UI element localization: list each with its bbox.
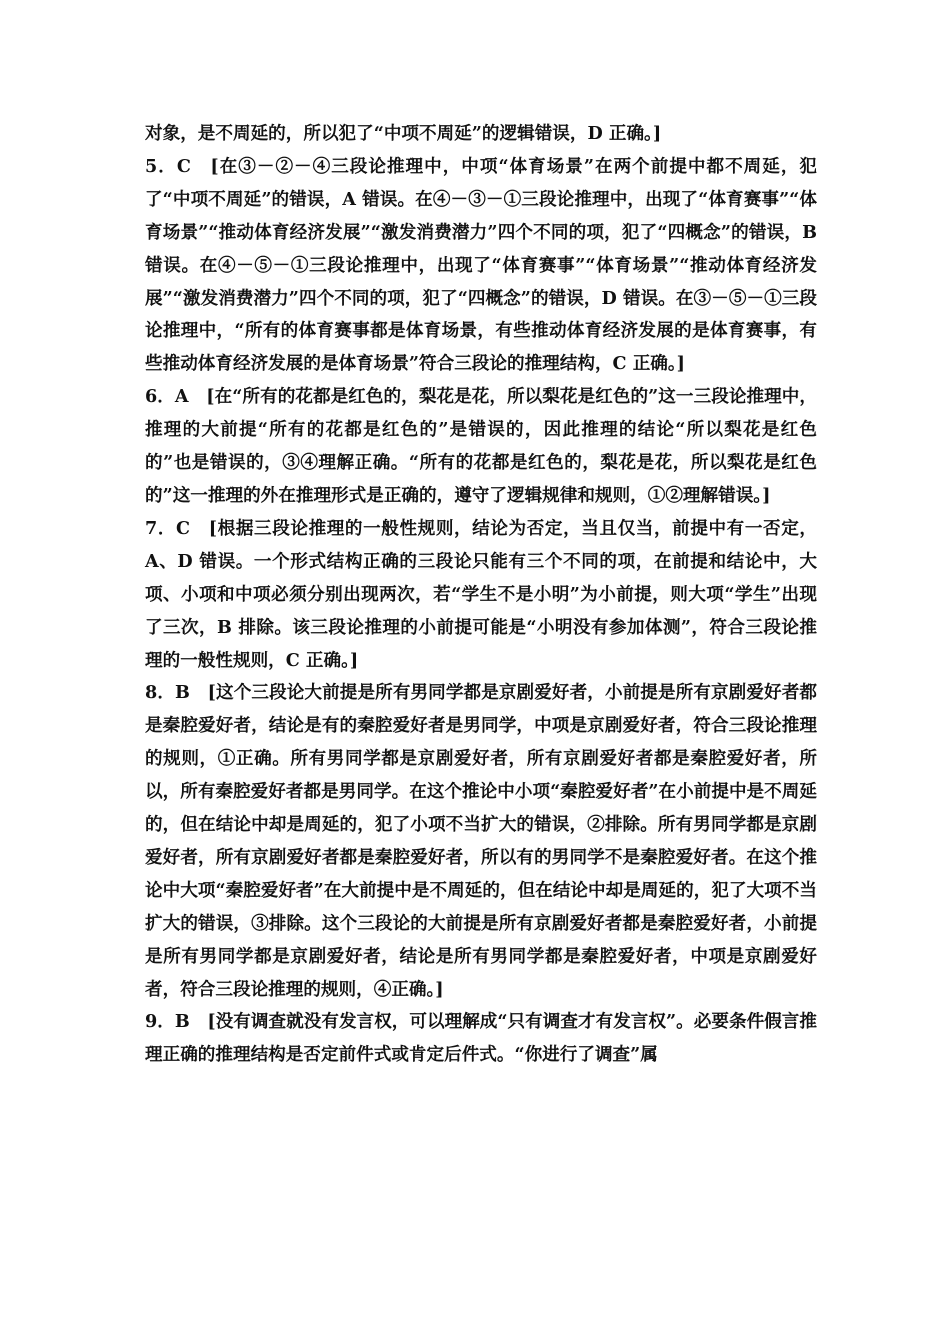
answer-5-paragraph: 5．C [在③－②－④三段论推理中，中项“体育场景”在两个前提中都不周延，犯了“中项不周延”的错误，A 错误。在④－③－①三段论推理中，出现了“体育赛事”“体育场景”“推动体育经济发展”“激发消费潜力”四个不同的项，犯了“四概念”的错误，B 错误。在④－⑤－①三段论推理中，出现了“体育赛事”“体育场景”“推动体育经济发展”“激发消费潜力”四个不同的项，犯了“四概念”的错误，D 错误。在③－⑤－①三段论推理中，“所有的体育赛事都是体育场景，有些推动体育经济发展的是体育赛事，有些推动体育经济发展的是体育场景”符合三段论的推理结构，C 正确。] <box>145 155 817 375</box>
answer-7-paragraph: 7．C [根据三段论推理的一般性规则，结论为否定，当且仅当，前提中有一否定，A、D 错误。一个形式结构正确的三段论只能有三个不同的项，在前提和结论中，大项、小项和中项必须分别出现两次，若“学生不是小明”为小前提，则大项“学生”出现了三次，B 排除。该三段论推理的小前提可能是“小明没有参加体测”，符合三段论推理的一般性规则，C 正确。] <box>145 517 817 671</box>
answer-9-paragraph: 9．B [没有调查就没有发言权，可以理解成“只有调查才有发言权”。必要条件假言推理正确的推理结构是否定前件式或肯定后件式。“你进行了调查”属 <box>145 1011 817 1066</box>
answer-8-paragraph: 8．B [这个三段论大前提是所有男同学都是京剧爱好者，小前提是所有京剧爱好者都是秦腔爱好者，结论是有的秦腔爱好者是男同学，中项是京剧爱好者，符合三段论推理的规则，①正确。所有男同学都是京剧爱好者，所有京剧爱好者都是秦腔爱好者，所以，所有秦腔爱好者都是男同学。在这个推论中小项“秦腔爱好者”在小前提中是不周延的，但在结论中却是周延的，犯了小项不当扩大的错误，②排除。所有男同学都是京剧爱好者，所有京剧爱好者都是秦腔爱好者，所以有的男同学不是秦腔爱好者。在这个推论中大项“秦腔爱好者”在大前提中是不周延的，但在结论中却是周延的，犯了大项不当扩大的错误，③排除。这个三段论的大前提是所有京剧爱好者都是秦腔爱好者，小前提是所有男同学都是京剧爱好者，结论是所有男同学都是秦腔爱好者，中项是京剧爱好者，符合三段论推理的规则，④正确。] <box>145 682 817 1000</box>
answer-page <box>145 118 817 1072</box>
answer-continuation-paragraph: 对象，是不周延的，所以犯了“中项不周延”的逻辑错误，D 正确。] <box>145 123 662 144</box>
answer-6-paragraph: 6．A [在“所有的花都是红色的，梨花是花，所以梨花是红色的”这一三段论推理中，推理的大前提“所有的花都是红色的”是错误的，因此推理的结论“所以梨花是红色的”也是错误的，③④理解正确。“所有的花都是红色的，梨花是花，所以梨花是红色的”这一推理的外在推理形式是正确的，遵守了逻辑规律和规则，①②理解错误。] <box>145 386 817 506</box>
